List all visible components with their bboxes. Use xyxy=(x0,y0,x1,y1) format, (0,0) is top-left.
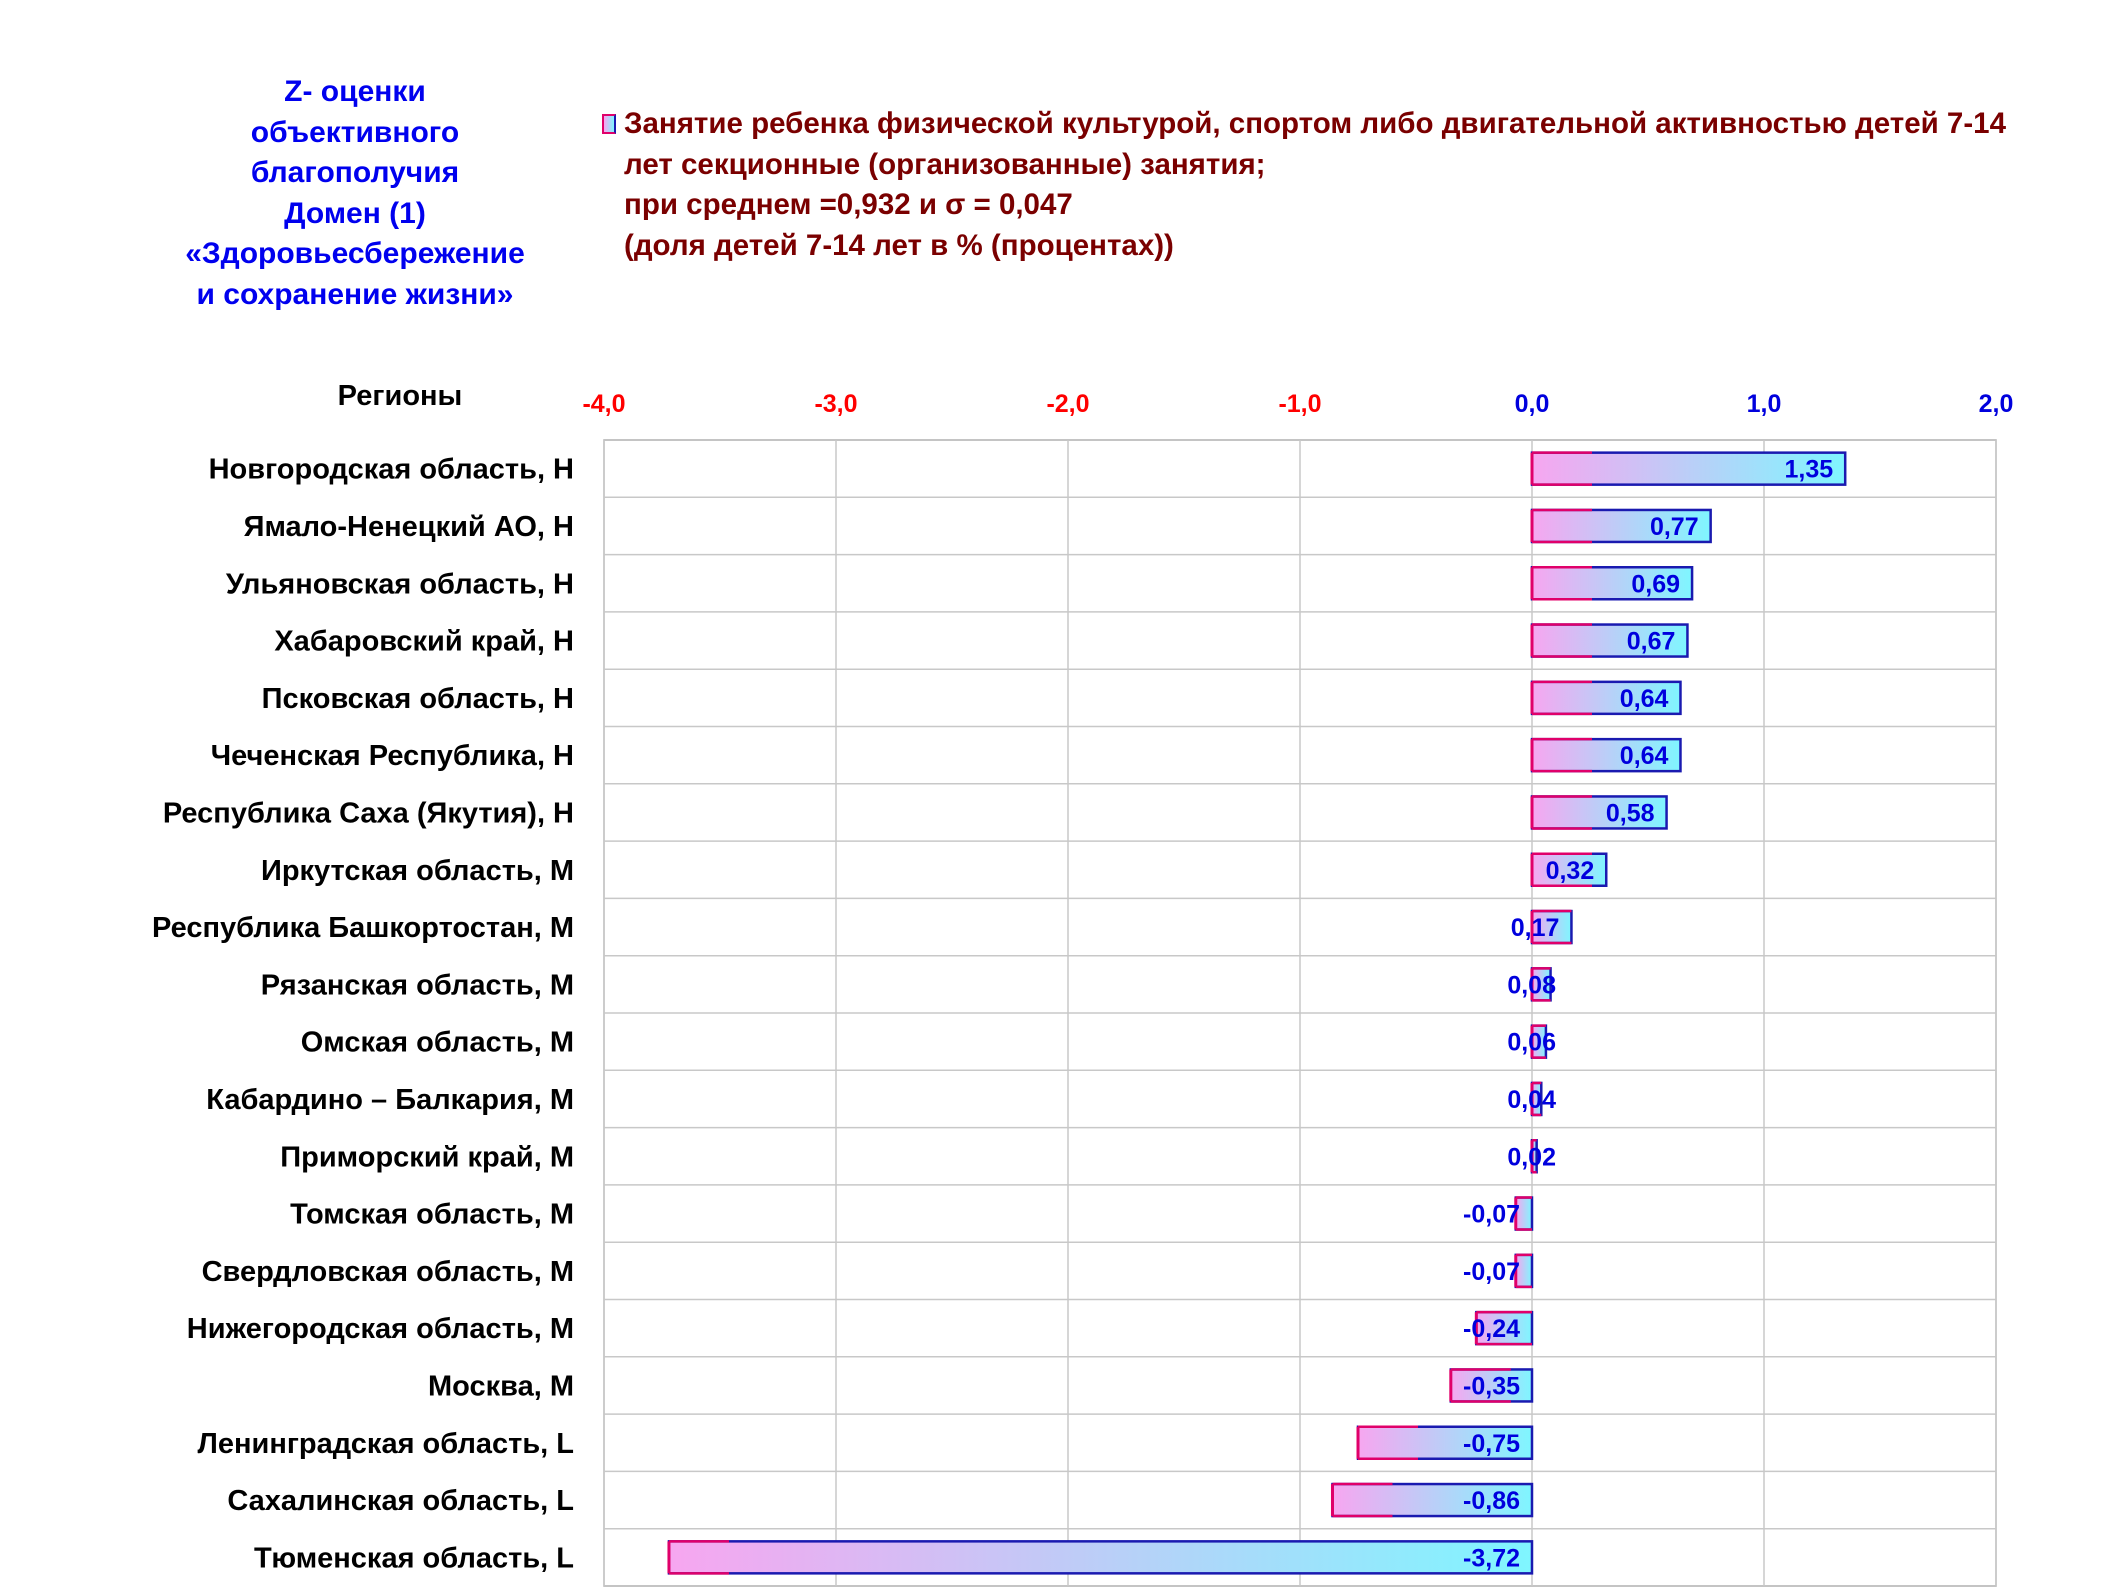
category-label: Нижегородская область, М xyxy=(186,1313,574,1346)
category-label: Чеченская Республика, Н xyxy=(210,740,574,773)
legend-line: при среднем =0,932 и σ = 0,047 xyxy=(624,188,1073,221)
side-title-line: Домен (1) xyxy=(284,196,426,230)
value-label: -0,07 xyxy=(1463,1200,1520,1229)
category-label: Свердловская область, М xyxy=(201,1255,574,1288)
category-label: Псковская область, Н xyxy=(261,682,574,715)
legend-line: Занятие ребенка физической культурой, спортом либо двигательной активностью детей 7-14 xyxy=(624,107,2006,140)
value-label: 0,17 xyxy=(1510,914,1560,943)
category-label: Томская область, М xyxy=(290,1198,574,1231)
category-label: Омская область, М xyxy=(300,1026,574,1059)
value-label: 0,58 xyxy=(1605,799,1655,828)
value-label: 0,32 xyxy=(1545,856,1595,885)
category-label: Ямало-Ненецкий АО, Н xyxy=(243,510,574,543)
value-label: 0,04 xyxy=(1507,1085,1556,1114)
value-label: -0,24 xyxy=(1463,1315,1520,1344)
side-title-line: Z- оценки xyxy=(284,75,426,108)
side-title-line: и сохранение жизни» xyxy=(196,277,514,311)
value-label: -0,86 xyxy=(1463,1487,1520,1516)
category-label: Ульяновская область, Н xyxy=(225,568,574,601)
category-label: Хабаровский край, Н xyxy=(274,625,574,658)
x-tick-label: -4,0 xyxy=(582,390,626,418)
legend-line: лет секционные (организованные) занятия; xyxy=(624,147,1266,181)
category-label: Приморский край, М xyxy=(280,1141,574,1174)
x-tick-label: 2,0 xyxy=(1978,390,2014,418)
bar xyxy=(669,1541,1532,1573)
value-label: 0,67 xyxy=(1626,627,1676,656)
x-tick-label: -1,0 xyxy=(1278,390,1322,418)
value-label: 0,06 xyxy=(1507,1028,1556,1057)
value-label: 1,35 xyxy=(1784,455,1834,484)
category-label: Рязанская область, М xyxy=(260,969,574,1002)
category-label: Ленинградская область, L xyxy=(197,1427,574,1460)
x-tick-label: 0,0 xyxy=(1514,390,1550,418)
category-label: Республика Саха (Якутия), Н xyxy=(162,797,574,830)
category-label: Кабардино – Балкария, М xyxy=(206,1083,574,1116)
value-label: 0,02 xyxy=(1507,1143,1556,1172)
legend-line: (доля детей 7-14 лет в % (процентах)) xyxy=(624,228,1174,262)
value-label: -3,72 xyxy=(1463,1544,1520,1573)
value-label: -0,75 xyxy=(1463,1429,1520,1458)
side-title-line: объективного xyxy=(250,115,460,149)
category-label: Республика Башкортостан, М xyxy=(151,912,574,945)
x-tick-label: -2,0 xyxy=(1046,390,1090,418)
side-title-line: благополучия xyxy=(250,156,460,189)
value-label: 0,64 xyxy=(1619,684,1669,713)
category-label: Тюменская область, L xyxy=(253,1542,574,1575)
x-tick-label: 1,0 xyxy=(1746,390,1782,418)
category-label: Москва, М xyxy=(428,1370,574,1403)
value-label: 0,08 xyxy=(1507,971,1556,1000)
category-label: Сахалинская область, L xyxy=(227,1485,574,1518)
category-header: Регионы xyxy=(337,380,463,412)
category-label: Новгородская область, Н xyxy=(208,453,574,486)
x-tick-label: -3,0 xyxy=(814,390,858,418)
value-label: -0,35 xyxy=(1463,1372,1520,1401)
value-label: 0,77 xyxy=(1649,512,1699,541)
category-label: Иркутская область, М xyxy=(260,854,574,887)
value-label: -0,07 xyxy=(1463,1257,1520,1286)
value-label: 0,69 xyxy=(1631,570,1681,599)
value-label: 0,64 xyxy=(1619,742,1669,771)
side-title-line: «Здоровьесбережение xyxy=(185,237,525,270)
